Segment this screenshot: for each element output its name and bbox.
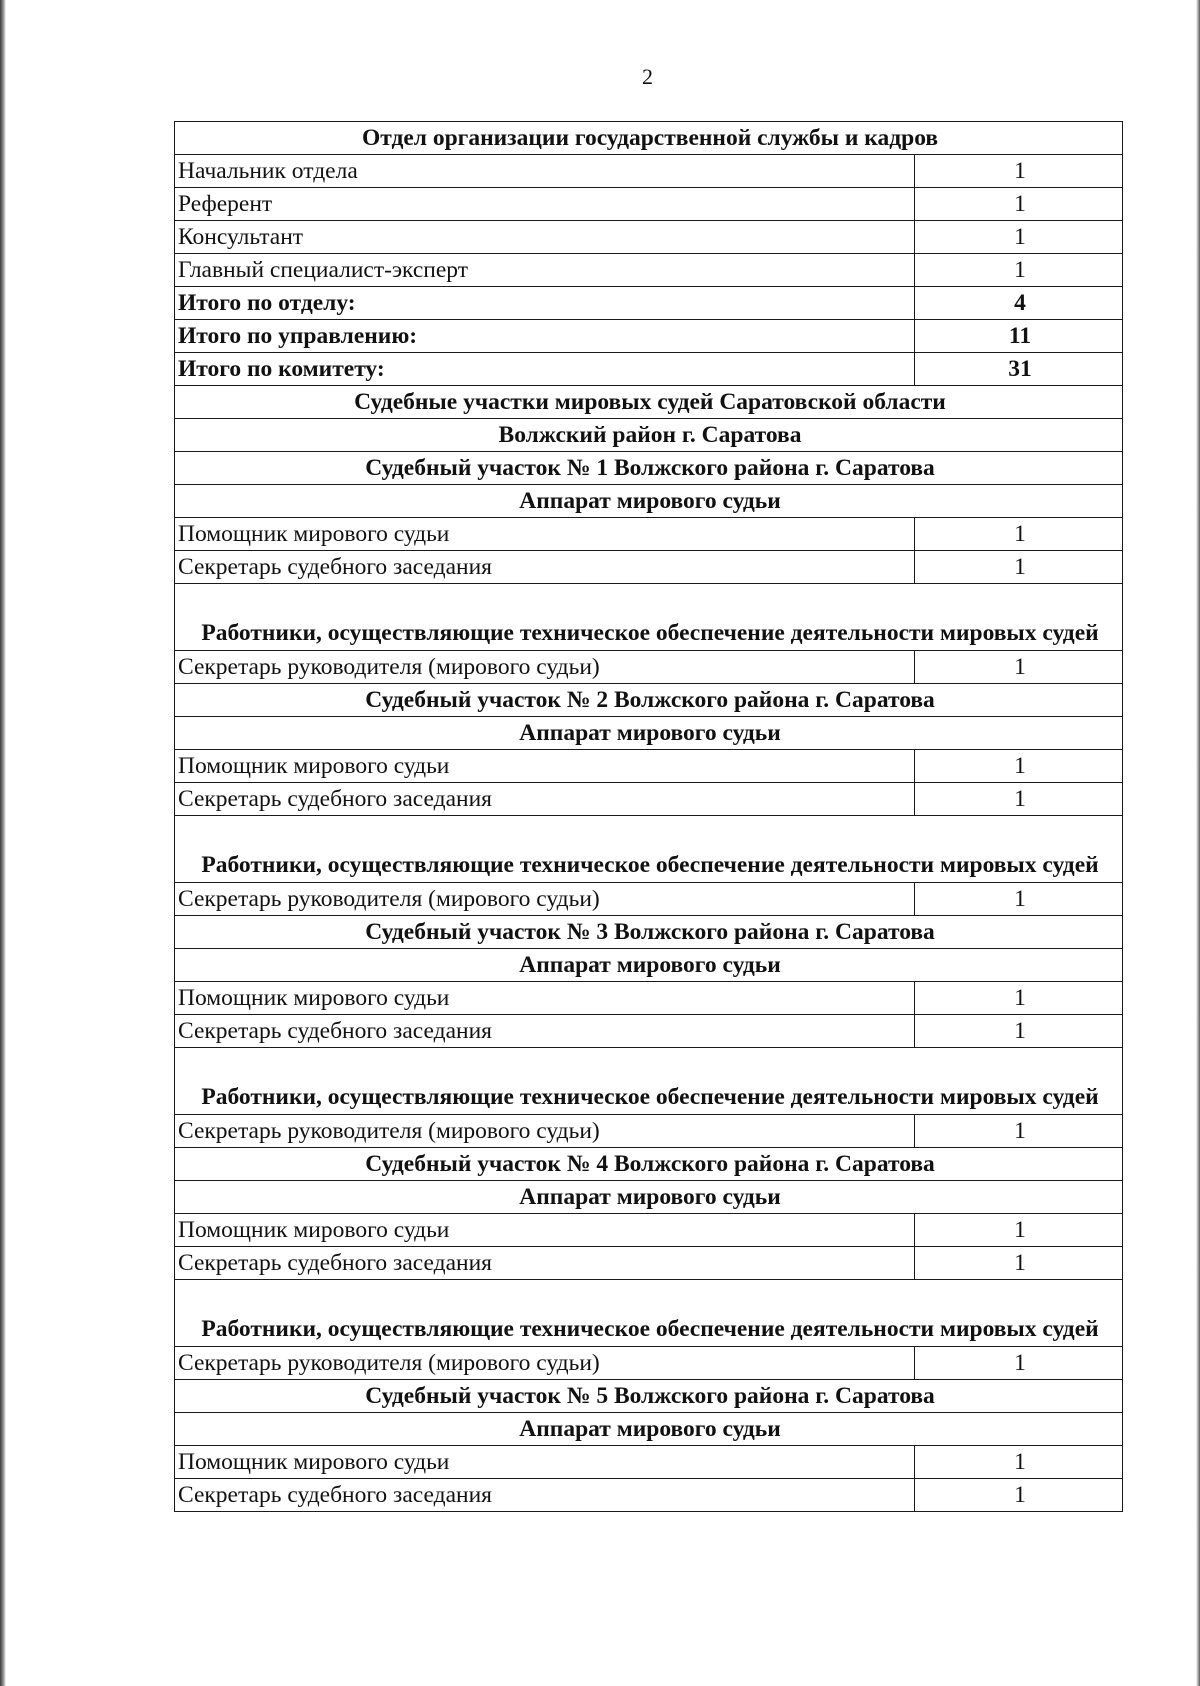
position-name: Секретарь руководителя (мирового судьи)	[175, 651, 915, 684]
position-name: Помощник мирового судьи	[175, 1446, 915, 1479]
position-quantity: 1	[915, 188, 1123, 221]
position-quantity: 1	[915, 750, 1123, 783]
table-row	[175, 1015, 1123, 1048]
table-row	[175, 982, 1123, 1015]
section-header-row	[175, 584, 1123, 651]
position-name: Секретарь судебного заседания	[175, 1015, 915, 1048]
section-header: Работники, осуществляющие техническое обеспечение деятельности мировых судей	[175, 1280, 1123, 1347]
table-row	[175, 1479, 1123, 1512]
section-header: Судебный участок № 5 Волжского района г. Саратова	[175, 1380, 1123, 1413]
section-header: Волжский район г. Саратова	[175, 419, 1123, 452]
section-header: Работники, осуществляющие техническое обеспечение деятельности мировых судей	[175, 1048, 1123, 1115]
table-row	[175, 188, 1123, 221]
position-quantity: 1	[915, 783, 1123, 816]
table-row	[175, 1247, 1123, 1280]
section-header-row	[175, 816, 1123, 883]
total-label: Итого по комитету:	[175, 353, 915, 386]
section-header-row	[175, 1148, 1123, 1181]
table-row	[175, 1347, 1123, 1380]
position-quantity: 1	[915, 221, 1123, 254]
position-quantity: 1	[915, 551, 1123, 584]
position-quantity: 1	[915, 1247, 1123, 1280]
section-header: Работники, осуществляющие техническое обеспечение деятельности мировых судей	[175, 816, 1123, 883]
position-quantity: 1	[915, 1015, 1123, 1048]
table-row	[175, 883, 1123, 916]
position-name: Помощник мирового судьи	[175, 518, 915, 551]
section-header-row	[175, 1048, 1123, 1115]
position-name: Секретарь руководителя (мирового судьи)	[175, 883, 915, 916]
section-header-row	[175, 1380, 1123, 1413]
table-row	[175, 518, 1123, 551]
page-number: 2	[642, 64, 653, 89]
section-header-row	[175, 485, 1123, 518]
section-header: Аппарат мирового судьи	[175, 717, 1123, 750]
scan-edge-right	[1196, 0, 1200, 1686]
table-row	[175, 1446, 1123, 1479]
position-quantity: 1	[915, 1115, 1123, 1148]
section-header: Судебный участок № 2 Волжского района г. Саратова	[175, 684, 1123, 717]
total-label: Итого по управлению:	[175, 320, 915, 353]
section-header: Аппарат мирового судьи	[175, 1413, 1123, 1446]
total-quantity: 11	[915, 320, 1123, 353]
section-header-row	[175, 949, 1123, 982]
table-row	[175, 221, 1123, 254]
total-row	[175, 353, 1123, 386]
position-name: Секретарь судебного заседания	[175, 551, 915, 584]
table-row	[175, 1214, 1123, 1247]
total-quantity: 4	[915, 287, 1123, 320]
table-row	[175, 1115, 1123, 1148]
section-header: Судебный участок № 1 Волжского района г. Саратова	[175, 452, 1123, 485]
position-name: Помощник мирового судьи	[175, 750, 915, 783]
section-header-row	[175, 1280, 1123, 1347]
section-header-row	[175, 1181, 1123, 1214]
position-quantity: 1	[915, 982, 1123, 1015]
position-quantity: 1	[915, 651, 1123, 684]
staff-table	[174, 121, 1123, 1512]
position-quantity: 1	[915, 1214, 1123, 1247]
position-name: Секретарь судебного заседания	[175, 1479, 915, 1512]
table-row	[175, 551, 1123, 584]
section-header-row	[175, 122, 1123, 155]
table-row	[175, 651, 1123, 684]
section-header-row	[175, 1413, 1123, 1446]
section-header-row	[175, 717, 1123, 750]
table-row	[175, 750, 1123, 783]
section-header-row	[175, 916, 1123, 949]
staff-table-body	[175, 122, 1123, 1512]
section-header-row	[175, 684, 1123, 717]
position-name: Главный специалист-эксперт	[175, 254, 915, 287]
position-quantity: 1	[915, 1479, 1123, 1512]
section-header: Судебный участок № 4 Волжского района г. Саратова	[175, 1148, 1123, 1181]
table-row	[175, 155, 1123, 188]
section-header: Отдел организации государственной службы и кадров	[175, 122, 1123, 155]
table-row	[175, 783, 1123, 816]
position-name: Секретарь судебного заседания	[175, 783, 915, 816]
section-header-row	[175, 419, 1123, 452]
scan-edge-left	[0, 0, 6, 1686]
position-quantity: 1	[915, 155, 1123, 188]
position-name: Секретарь руководителя (мирового судьи)	[175, 1115, 915, 1148]
position-name: Референт	[175, 188, 915, 221]
position-quantity: 1	[915, 254, 1123, 287]
position-name: Помощник мирового судьи	[175, 1214, 915, 1247]
position-name: Помощник мирового судьи	[175, 982, 915, 1015]
position-name: Секретарь руководителя (мирового судьи)	[175, 1347, 915, 1380]
section-header: Аппарат мирового судьи	[175, 485, 1123, 518]
section-header: Аппарат мирового судьи	[175, 1181, 1123, 1214]
position-name: Консультант	[175, 221, 915, 254]
position-quantity: 1	[915, 883, 1123, 916]
section-header-row	[175, 386, 1123, 419]
total-quantity: 31	[915, 353, 1123, 386]
section-header: Судебный участок № 3 Волжского района г. Саратова	[175, 916, 1123, 949]
position-quantity: 1	[915, 1347, 1123, 1380]
section-header: Судебные участки мировых судей Саратовской области	[175, 386, 1123, 419]
total-row	[175, 320, 1123, 353]
section-header: Работники, осуществляющие техническое обеспечение деятельности мировых судей	[175, 584, 1123, 651]
position-quantity: 1	[915, 1446, 1123, 1479]
position-name: Секретарь судебного заседания	[175, 1247, 915, 1280]
total-row	[175, 287, 1123, 320]
table-row	[175, 254, 1123, 287]
position-name: Начальник отдела	[175, 155, 915, 188]
section-header: Аппарат мирового судьи	[175, 949, 1123, 982]
total-label: Итого по отделу:	[175, 287, 915, 320]
section-header-row	[175, 452, 1123, 485]
position-quantity: 1	[915, 518, 1123, 551]
staff-table-container	[174, 121, 1122, 1512]
